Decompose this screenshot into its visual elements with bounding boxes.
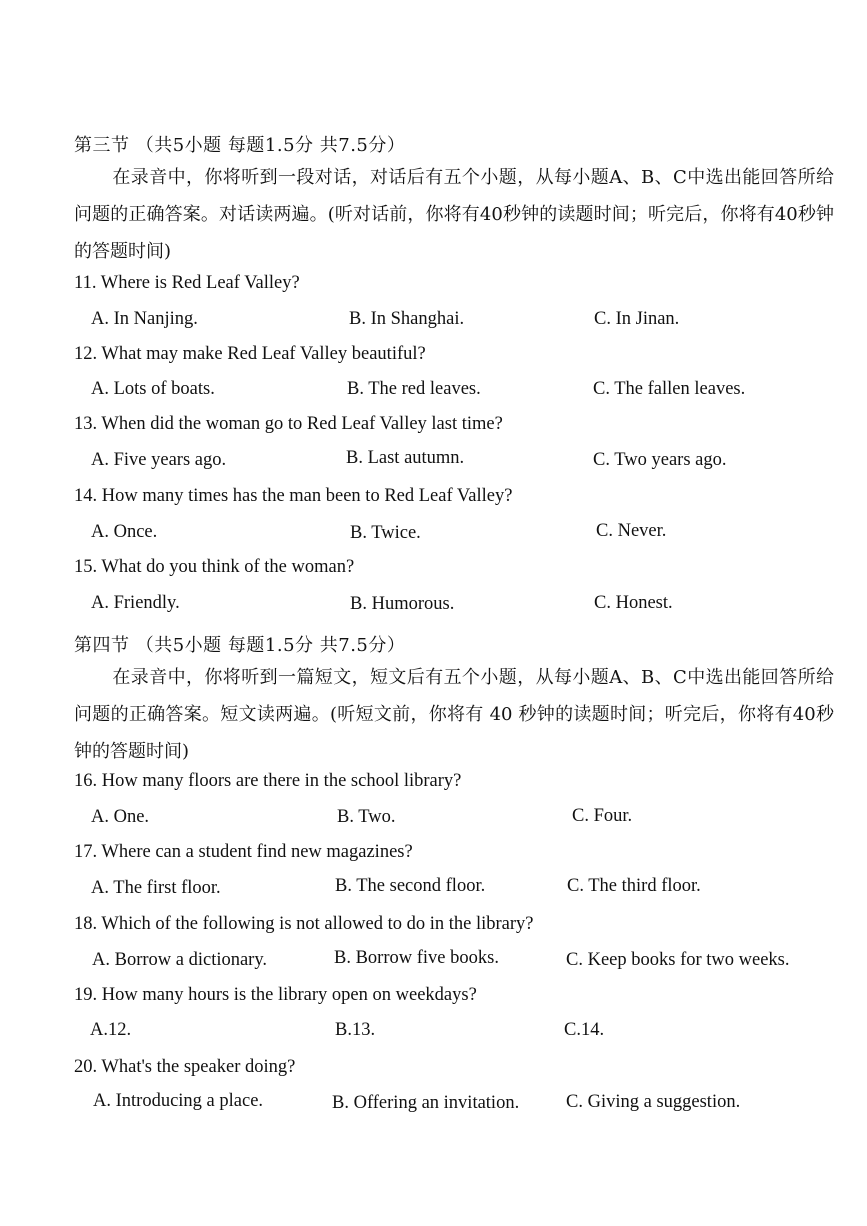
question-19: 19. How many hours is the library open on weekdays? <box>74 985 477 1005</box>
question-19-option-b: B.13. <box>335 1020 376 1040</box>
question-11-option-a: A. In Nanjing. <box>91 309 198 329</box>
section-4-title: 第四节 （共5小题 每题1.5分 共7.5分） <box>74 635 406 656</box>
question-20-option-a: A. Introducing a place. <box>93 1091 264 1111</box>
question-14-option-a: A. Once. <box>91 522 158 542</box>
question-12-option-c: C. The fallen leaves. <box>593 379 746 399</box>
question-15-option-b: B. Humorous. <box>350 594 455 614</box>
question-18: 18. Which of the following is not allowed to do in the library? <box>74 914 534 934</box>
question-12: 12. What may make Red Leaf Valley beautiful? <box>74 344 426 364</box>
question-20-option-b: B. Offering an invitation. <box>332 1093 520 1113</box>
question-17: 17. Where can a student find new magazines? <box>74 842 413 862</box>
question-16-option-a: A. One. <box>91 807 150 827</box>
section-3-instructions-text: 在录音中，你将听到一段对话，对话后有五个小题，从每小题A、B、C中选出能回答所给问题的正确答案。对话读两遍。(听对话前，你将有40秒钟的读题时间；听完后，你将有40秒钟的答题时间) <box>74 167 834 262</box>
question-15-option-c: C. Honest. <box>594 593 673 613</box>
question-13-option-a: A. Five years ago. <box>91 450 227 470</box>
question-19-option-c: C.14. <box>564 1020 605 1040</box>
question-14-option-b: B. Twice. <box>350 523 421 543</box>
question-15-option-a: A. Friendly. <box>91 593 180 613</box>
question-19-option-a: A.12. <box>90 1020 132 1040</box>
section-4-instructions <box>74 659 834 770</box>
section-3-title: 第三节 （共5小题 每题1.5分 共7.5分） <box>74 135 406 156</box>
question-12-option-b: B. The red leaves. <box>347 379 481 399</box>
question-16: 16. How many floors are there in the school library? <box>74 771 462 791</box>
question-17-option-c: C. The third floor. <box>567 876 701 896</box>
question-13: 13. When did the woman go to Red Leaf Valley last time? <box>74 414 503 434</box>
section-4-instructions-text: 在录音中，你将听到一篇短文，短文后有五个小题，从每小题A、B、C中选出能回答所给问题的正确答案。短文读两遍。(听短文前，你将有 40 秒钟的读题时间；听完后，你将有40秒钟的答题时间) <box>74 667 834 762</box>
question-20-option-c: C. Giving a suggestion. <box>566 1092 741 1112</box>
question-18-option-c: C. Keep books for two weeks. <box>566 950 790 970</box>
section-3-instructions <box>74 159 834 270</box>
question-13-option-b: B. Last autumn. <box>346 448 465 468</box>
question-11-option-b: B. In Shanghai. <box>349 309 465 329</box>
question-12-option-a: A. Lots of boats. <box>91 379 215 399</box>
question-11-option-c: C. In Jinan. <box>594 309 680 329</box>
question-17-option-a: A. The first floor. <box>91 878 221 898</box>
question-15: 15. What do you think of the woman? <box>74 557 355 577</box>
question-16-option-c: C. Four. <box>572 806 633 826</box>
question-18-option-b: B. Borrow five books. <box>334 948 499 968</box>
question-20: 20. What's the speaker doing? <box>74 1057 296 1077</box>
question-16-option-b: B. Two. <box>337 807 396 827</box>
question-14-option-c: C. Never. <box>596 521 667 541</box>
question-17-option-b: B. The second floor. <box>335 876 486 896</box>
question-18-option-a: A. Borrow a dictionary. <box>92 950 268 970</box>
question-14: 14. How many times has the man been to Red Leaf Valley? <box>74 486 513 506</box>
question-11: 11. Where is Red Leaf Valley? <box>74 273 300 293</box>
question-13-option-c: C. Two years ago. <box>593 450 727 470</box>
